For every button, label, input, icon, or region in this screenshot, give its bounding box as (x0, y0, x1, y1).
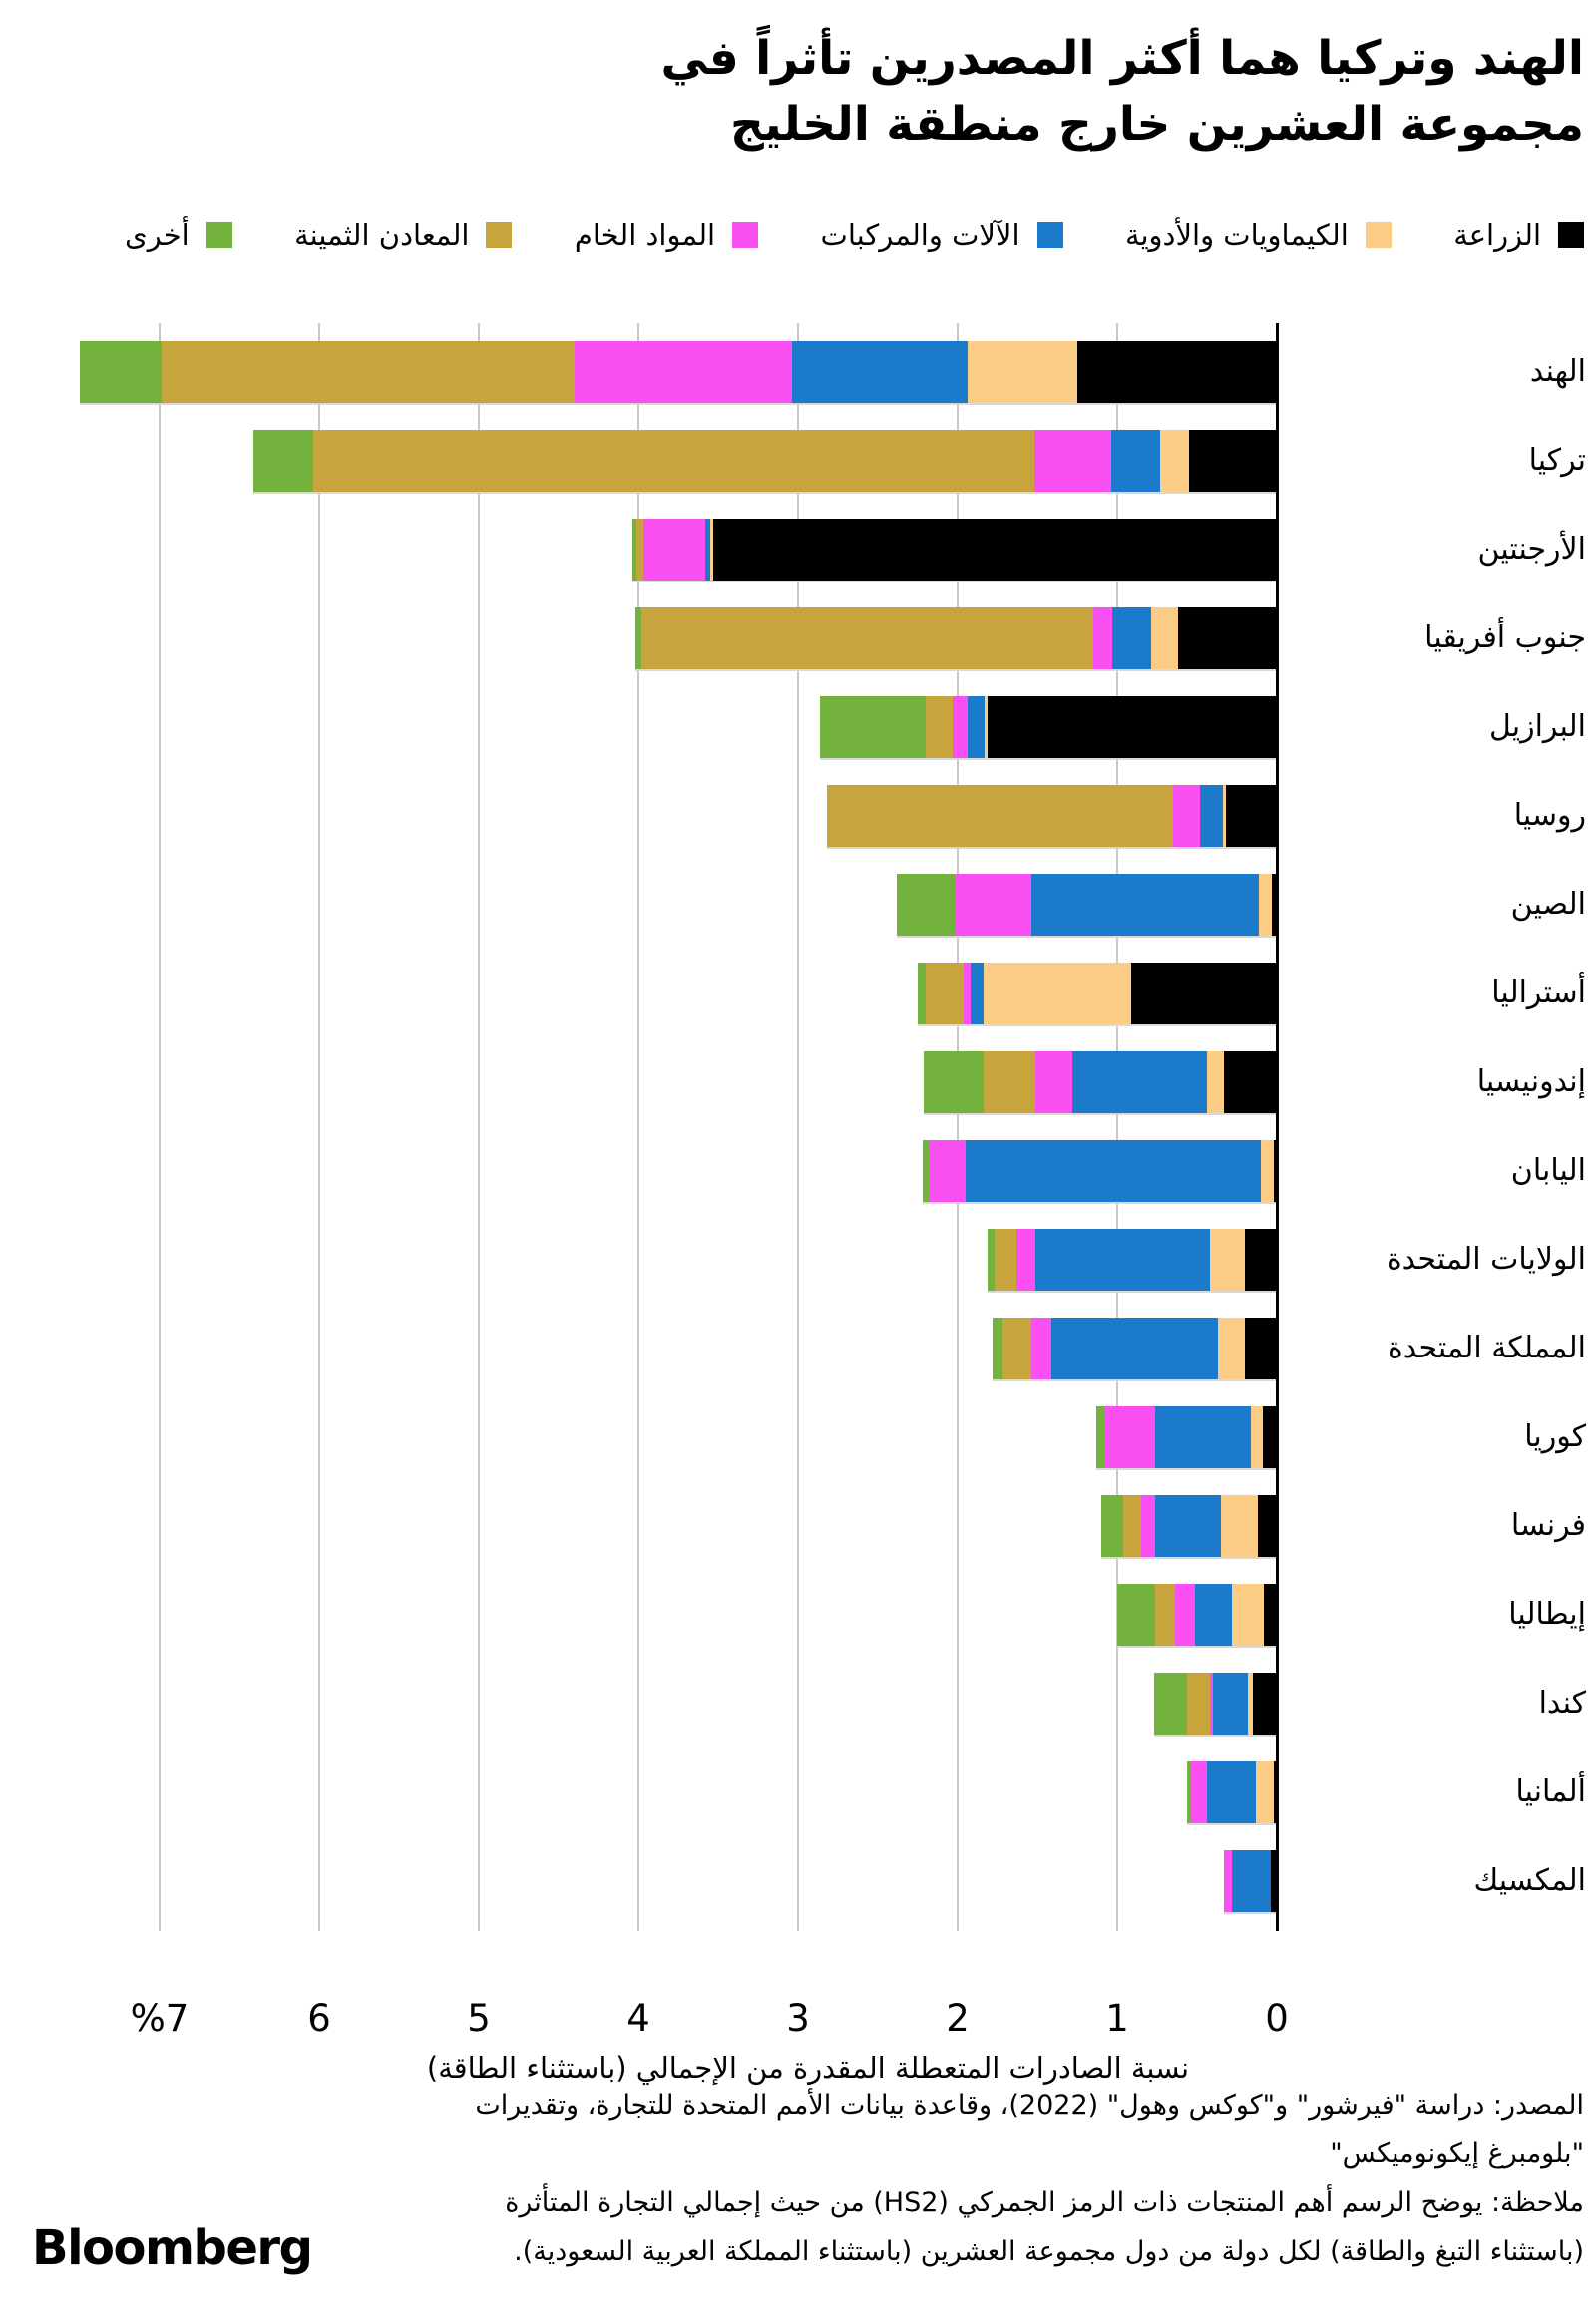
bar-row-14 (80, 1572, 1586, 1661)
bar-segment-machinery_vehicles (1155, 1495, 1221, 1557)
bar-segment-agriculture (1224, 1051, 1277, 1113)
country-label-11: المملكة المتحدة (1388, 1331, 1586, 1365)
country-bar (1224, 1850, 1277, 1912)
country-label-14: إيطاليا (1508, 1597, 1586, 1632)
bar-segment-precious_metals (926, 963, 964, 1024)
bar-segment-precious_metals (641, 607, 1093, 669)
bar-segment-raw_materials (575, 341, 792, 403)
bar-row-6 (80, 862, 1586, 951)
bar-segment-chemicals_pharma (1151, 607, 1178, 669)
legend-swatch-other (206, 222, 232, 248)
bar-segment-chemicals_pharma (1218, 1318, 1245, 1379)
bloomberg-logo: Bloomberg (32, 2220, 312, 2276)
x-tick-3: 3 (786, 1997, 810, 2040)
country-bar (918, 963, 1277, 1024)
country-bar (820, 696, 1277, 758)
bar-segment-agriculture (1258, 1495, 1277, 1557)
bar-segment-chemicals_pharma (1259, 874, 1272, 936)
x-axis-title: نسبة الصادرات المتعطلة المقدرة من الإجمالي (باستثناء الطاقة) (426, 2051, 1190, 2085)
country-bar (923, 1140, 1277, 1202)
bar-row-7 (80, 951, 1586, 1039)
bar-segment-raw_materials (953, 696, 967, 758)
bar-segment-machinery_vehicles (1112, 607, 1150, 669)
country-label-12: كوريا (1524, 1419, 1586, 1454)
legend-label-chemicals_pharma: الكيماويات والأدوية (1124, 218, 1349, 252)
bar-segment-precious_metals (313, 430, 1034, 492)
legend-item-chemicals_pharma (1125, 218, 1392, 252)
bar-segment-agriculture (713, 519, 1277, 581)
bar-segment-machinery_vehicles (1111, 430, 1161, 492)
country-label-10: الولايات المتحدة (1386, 1242, 1586, 1277)
gridline-7 (159, 323, 161, 1931)
bar-segment-precious_metals (1123, 1495, 1141, 1557)
legend-label-raw_materials: المواد الخام (574, 218, 716, 252)
bar-row-16 (80, 1749, 1586, 1838)
bar-segment-raw_materials (1035, 1051, 1072, 1113)
bar-segment-agriculture (1189, 430, 1277, 492)
bar-segment-machinery_vehicles (1207, 1761, 1257, 1823)
bar-segment-chemicals_pharma (1251, 1406, 1262, 1468)
bar-segment-raw_materials (1093, 607, 1112, 669)
country-bar (635, 607, 1277, 669)
bar-segment-machinery_vehicles (971, 963, 984, 1024)
x-tick-2: 2 (946, 1997, 970, 2040)
legend-swatch-agriculture (1558, 222, 1584, 248)
bar-segment-chemicals_pharma (1160, 430, 1189, 492)
footer-notes (219, 2081, 1584, 2276)
x-axis-ticks (80, 1997, 1289, 2049)
legend-item-other (125, 218, 232, 252)
bar-segment-precious_metals (984, 1051, 1036, 1113)
bar-segment-raw_materials (643, 519, 705, 581)
country-label-17: المكسيك (1473, 1863, 1586, 1898)
plot-area (80, 329, 1586, 1931)
country-label-16: ألمانيا (1515, 1774, 1586, 1809)
bar-segment-agriculture (1226, 785, 1277, 847)
chart-title (660, 26, 1584, 158)
bar-segment-chemicals_pharma (1232, 1584, 1264, 1646)
bar-segment-other (1154, 1673, 1188, 1735)
bar-segment-agriculture (1245, 1229, 1277, 1291)
bar-segment-raw_materials (1173, 785, 1200, 847)
country-bar (1187, 1761, 1277, 1823)
bar-segment-raw_materials (929, 1140, 966, 1202)
legend-label-precious_metals: المعادن الثمينة (294, 218, 470, 252)
bar-row-3 (80, 595, 1586, 684)
bar-row-10 (80, 1217, 1586, 1306)
bar-row-12 (80, 1394, 1586, 1483)
country-label-15: كندا (1538, 1686, 1586, 1721)
legend-label-machinery_vehicles: الآلات والمركبات (820, 218, 1020, 252)
bar-segment-other (897, 874, 956, 936)
country-label-5: روسيا (1513, 798, 1586, 833)
bar-row-2 (80, 507, 1586, 595)
bar-segment-other (1117, 1584, 1155, 1646)
bar-segment-chemicals_pharma (968, 341, 1077, 403)
bar-row-1 (80, 418, 1586, 507)
note-line2: (باستثناء التبغ والطاقة) لكل دولة من دول مجموعة العشرين (باستثناء المملكة العربية السعودية). (514, 2236, 1584, 2267)
country-bar (1096, 1406, 1277, 1468)
country-bar (993, 1318, 1277, 1379)
country-bar (988, 1229, 1277, 1291)
bar-segment-precious_metals (1002, 1318, 1031, 1379)
bar-segment-other (918, 963, 926, 1024)
x-tick-6: 6 (307, 1997, 331, 2040)
bar-segment-agriculture (988, 696, 1277, 758)
legend-label-agriculture: الزراعة (1453, 218, 1541, 252)
bar-segment-machinery_vehicles (966, 1140, 1261, 1202)
chart-title-line2: مجموعة العشرين خارج منطقة الخليج (729, 96, 1584, 152)
bar-segment-machinery_vehicles (1232, 1850, 1270, 1912)
country-label-7: أستراليا (1491, 975, 1586, 1010)
bar-segment-precious_metals (827, 785, 1173, 847)
country-bar (897, 874, 1277, 936)
bar-segment-agriculture (1131, 963, 1277, 1024)
bar-row-15 (80, 1661, 1586, 1749)
x-tick-5: 5 (467, 1997, 491, 2040)
bar-row-13 (80, 1483, 1586, 1572)
bar-segment-machinery_vehicles (1155, 1406, 1251, 1468)
note-line1: ملاحظة: يوضح الرسم أهم المنتجات ذات الرمز الجمركي (HS2) من حيث إجمالي التجارة المتأثرة (505, 2187, 1584, 2218)
bar-segment-chemicals_pharma (1261, 1140, 1274, 1202)
bar-segment-machinery_vehicles (1072, 1051, 1206, 1113)
legend-swatch-raw_materials (732, 222, 758, 248)
source-line1: المصدر: دراسة "فيرشور" و"كوكس وهول" (2022)، وقاعدة بيانات الأمم المتحدة للتجارة، وتقديرات (475, 2090, 1584, 2121)
bar-row-0 (80, 329, 1586, 418)
x-tick-7: %7 (130, 1997, 190, 2040)
bar-segment-other (1101, 1495, 1123, 1557)
x-tick-0: 0 (1265, 1997, 1289, 2040)
country-label-2: الأرجنتين (1477, 532, 1586, 567)
country-bar (924, 1051, 1277, 1113)
bar-segment-other (253, 430, 312, 492)
bar-segment-raw_materials (1034, 430, 1111, 492)
bar-segment-precious_metals (995, 1229, 1016, 1291)
bar-segment-chemicals_pharma (1221, 1495, 1258, 1557)
bar-segment-raw_materials (1031, 1318, 1052, 1379)
bar-segment-agriculture (1245, 1318, 1277, 1379)
bar-segment-machinery_vehicles (1200, 785, 1222, 847)
gridline-6 (318, 323, 320, 1931)
country-bar (1154, 1673, 1277, 1735)
bar-row-17 (80, 1838, 1586, 1927)
gridline-5 (478, 323, 480, 1931)
bar-segment-other (993, 1318, 1002, 1379)
bar-segment-machinery_vehicles (1195, 1584, 1232, 1646)
bar-segment-raw_materials (1175, 1584, 1196, 1646)
bar-segment-other (80, 341, 162, 403)
bar-segment-chemicals_pharma (1256, 1761, 1274, 1823)
legend (125, 209, 1584, 261)
bar-segment-agriculture (1178, 607, 1277, 669)
country-label-0: الهند (1529, 354, 1586, 389)
country-bar (1117, 1584, 1277, 1646)
bar-segment-other (1096, 1406, 1104, 1468)
bar-segment-raw_materials (1016, 1229, 1035, 1291)
bar-segment-raw_materials (1141, 1495, 1155, 1557)
legend-item-raw_materials (575, 218, 758, 252)
gridline-0 (1276, 323, 1279, 1931)
bar-row-4 (80, 684, 1586, 773)
bar-segment-precious_metals (926, 696, 953, 758)
bar-segment-precious_metals (1187, 1673, 1209, 1735)
legend-item-agriculture (1453, 218, 1584, 252)
chart-title-line1: الهند وتركيا هما أكثر المصدرين تأثراً في (660, 31, 1584, 86)
country-label-8: إندونيسيا (1476, 1064, 1586, 1099)
bar-segment-machinery_vehicles (1035, 1229, 1209, 1291)
country-label-13: فرنسا (1510, 1508, 1586, 1543)
country-label-1: تركيا (1528, 443, 1586, 478)
bar-segment-chemicals_pharma (1210, 1229, 1245, 1291)
country-label-6: الصين (1510, 887, 1586, 922)
bar-segment-raw_materials (956, 874, 1030, 936)
bar-segment-machinery_vehicles (1213, 1673, 1248, 1735)
bar-segment-raw_materials (1191, 1761, 1207, 1823)
bar-segment-agriculture (1077, 341, 1277, 403)
bar-row-5 (80, 773, 1586, 862)
bar-segment-machinery_vehicles (968, 696, 986, 758)
bar-segment-other (924, 1051, 983, 1113)
bar-segment-precious_metals (1155, 1584, 1174, 1646)
bar-segment-chemicals_pharma (984, 963, 1132, 1024)
x-tick-1: 1 (1105, 1997, 1129, 2040)
bar-row-11 (80, 1306, 1586, 1394)
x-tick-4: 4 (626, 1997, 650, 2040)
bar-row-8 (80, 1039, 1586, 1128)
legend-item-precious_metals (294, 218, 512, 252)
legend-swatch-chemicals_pharma (1366, 222, 1392, 248)
source-line2: "بلومبرغ إيكونوميكس" (1330, 2138, 1584, 2169)
country-bar (827, 785, 1277, 847)
country-bar (632, 519, 1277, 581)
bar-segment-machinery_vehicles (1031, 874, 1260, 936)
bar-segment-raw_materials (1224, 1850, 1232, 1912)
bar-segment-agriculture (1253, 1673, 1277, 1735)
bar-segment-machinery_vehicles (792, 341, 968, 403)
legend-swatch-precious_metals (486, 222, 512, 248)
country-label-4: البرازيل (1489, 709, 1586, 744)
legend-item-machinery_vehicles (821, 218, 1063, 252)
country-label-9: اليابان (1510, 1153, 1586, 1188)
bar-segment-machinery_vehicles (1051, 1318, 1217, 1379)
legend-label-other: أخرى (125, 218, 190, 252)
country-bar (1101, 1495, 1277, 1557)
bar-segment-raw_materials (1104, 1406, 1155, 1468)
bar-segment-other (820, 696, 926, 758)
bar-segment-chemicals_pharma (1207, 1051, 1225, 1113)
country-label-3: جنوب أفريقيا (1424, 620, 1586, 655)
country-bar (80, 341, 1277, 403)
country-bar (253, 430, 1277, 492)
bar-segment-precious_metals (162, 341, 575, 403)
legend-swatch-machinery_vehicles (1037, 222, 1063, 248)
bar-row-9 (80, 1128, 1586, 1217)
